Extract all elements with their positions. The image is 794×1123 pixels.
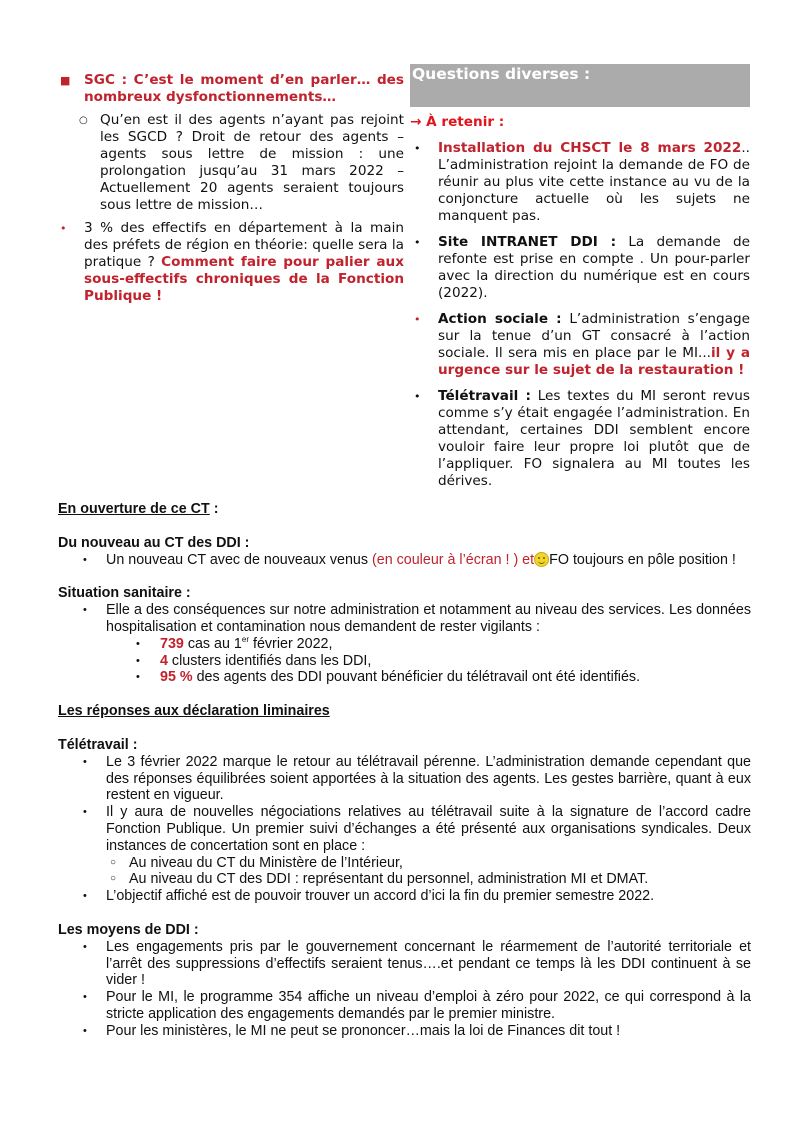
sanitaire-subitem-clusters <box>58 653 751 670</box>
action-sociale-highlight: il y a urgence sur le sujet de la restauration ! <box>438 345 750 378</box>
nouveau-red-text: (en couleur à l’écran ! ) et <box>372 551 535 568</box>
sgc-subitem-text: Qu’en est il des agents n’ayant pas rejoint les SGCD ? Droit de retour des agents – agents sous lettre de mission : une prolongation jusqu’au 31 mars 2022 – Actuellement 20 agents seraient toujours sous lettre de mission… <box>100 112 404 213</box>
cases-date: février 2022, <box>249 635 333 652</box>
bullet-icon: • <box>136 654 140 667</box>
teletravail-subitem-text: Au niveau du CT du Ministère de l’Intérieur, <box>129 854 403 871</box>
bullet-icon: • <box>414 142 421 155</box>
bullet-icon: • <box>136 671 140 684</box>
ouverture-heading <box>58 501 751 518</box>
teletravail-item <box>410 388 750 490</box>
teletravail-item-text: L’objectif affiché est de pouvoir trouver un accord d’ici la fin du premier semestre 2022. <box>106 888 655 905</box>
effectifs-item <box>58 220 404 305</box>
sanitaire-text: Elle a des conséquences sur notre administration et notamment au niveau des services. Les données hospitalisation et contamination nous demandent de rester vigilants : <box>106 602 751 635</box>
intranet-item <box>410 234 750 302</box>
teletravail-heading: Télétravail : <box>58 736 138 753</box>
ouverture-heading-colon: : <box>209 501 219 517</box>
effectifs-highlight: Comment faire pour palier aux sous-effectifs chroniques de la Fonction Publique ! <box>84 254 404 304</box>
clusters-text: clusters identifiés dans les DDI, <box>167 652 372 669</box>
bullet-icon: • <box>60 222 67 235</box>
moyens-list-item <box>58 939 751 989</box>
bullet-icon: • <box>83 1024 87 1037</box>
bullet-icon: • <box>83 940 87 953</box>
bottom-section <box>58 501 751 1040</box>
chsct-text: L’administration rejoint la demande de FO de réunir au plus vite cette instance au vu de la conjoncture actuelle où les sujets ne manquent pas. <box>438 157 750 224</box>
intranet-text: La demande de refonte est prise en compte . Un pour-parler avec la direction du numérique est en cours (2022). <box>438 234 750 301</box>
cases-count: 739 <box>160 635 184 652</box>
moyens-item-text: Les engagements pris par le gouvernement concernant le réarmement de l’autorité territoriale et l’arrêt des suppressions d’effectifs seraient tenus….et pendant ce temps là les DDI continuent à se vider ! <box>106 938 751 989</box>
nouveau-heading: Du nouveau au CT des DDI : <box>58 534 250 551</box>
sanitaire-heading: Situation sanitaire : <box>58 585 191 602</box>
bullet-icon: • <box>136 637 140 650</box>
bullet-icon: • <box>83 553 87 566</box>
bullet-icon: • <box>414 236 421 249</box>
cases-sup: er <box>241 635 250 645</box>
moyens-item-text: Pour le MI, le programme 354 affiche un niveau d’emploi à zéro pour 2022, ce qui correspond à la stricte application des engagements demandés par le premier ministre. <box>106 989 751 1022</box>
teletravail-list-item <box>58 754 751 804</box>
agents-percent: 95 % <box>160 669 193 686</box>
moyens-item-text: Pour les ministères, le MI ne peut se prononcer…mais la loi de Finances dit tout ! <box>106 1022 621 1039</box>
bullet-icon: • <box>414 313 421 326</box>
action-sociale-text: L’administration s’engage sur la tenue d’un GT consacré à l’action sociale. Il sera mis en place par le MI... <box>438 311 750 361</box>
sanitaire-subitem-agents <box>58 669 751 686</box>
cases-text: cas au 1 <box>183 635 242 652</box>
nouveau-item <box>58 552 751 569</box>
left-column <box>58 72 404 305</box>
teletravail-item-text: Il y aura de nouvelles négociations relatives au télétravail suite à la signature de l’accord cadre Fonction Publique. Un premier suivi d’échanges a été présenté aux organisations syndicales. Deux instances de concertation sont en place : <box>106 804 751 854</box>
circle-bullet-icon: ○ <box>110 873 117 885</box>
sgc-subitem <box>58 112 404 214</box>
reponses-heading: Les réponses aux déclaration liminaires <box>58 703 330 720</box>
action-sociale-item <box>410 311 750 379</box>
smiley-icon <box>534 552 549 567</box>
teletravail-label: Télétravail : <box>438 388 531 404</box>
sanitaire-subitem-cases <box>58 636 751 653</box>
clusters-count: 4 <box>160 652 168 669</box>
moyens-heading: Les moyens de DDI : <box>58 921 199 938</box>
circle-bullet-icon: ○ <box>79 115 88 126</box>
teletravail-subitem-text: Au niveau du CT des DDI : représentant du personnel, administration MI et DMAT. <box>129 871 649 888</box>
sgc-title: SGC : C’est le moment d’en parler… des nombreux dysfonctionnements… <box>84 72 404 105</box>
bullet-icon: • <box>83 890 87 903</box>
questions-diverses-header: Questions diverses : <box>410 64 750 107</box>
chsct-label-suffix: .. <box>741 140 750 156</box>
ouverture-heading-text: En ouverture de ce CT <box>58 501 210 517</box>
sanitaire-item <box>58 602 751 636</box>
retenir-label: → À retenir : <box>410 114 505 130</box>
nouveau-text-end: FO toujours en pôle position ! <box>549 551 736 568</box>
nouveau-text: Un nouveau CT avec de nouveaux venus <box>106 551 372 568</box>
effectifs-text: 3 % des effectifs en département à la main des préfets de région en théorie: quelle sera la pratique ? <box>84 220 404 270</box>
right-column <box>410 64 750 490</box>
agents-text: des agents des DDI pouvant bénéficier du télétravail ont été identifiés. <box>192 669 641 686</box>
bullet-icon: • <box>414 390 421 403</box>
teletravail-text: Les textes du MI seront revus comme s’y était engagée l’administration. En attendant, certaines DDI semblent encore vouloir faire leur propre loi plutôt que de l’appliquer. FO signalera au MI toutes les dérives. <box>438 388 750 489</box>
teletravail-item-text: Le 3 février 2022 marque le retour au télétravail pérenne. L’administration demande cependant que des réponses équilibrées soient apportées à la situation des agents. Les gestes barrière, quant à eux restent en vigueur. <box>106 753 751 804</box>
chsct-item <box>410 140 750 225</box>
intranet-label: Site INTRANET DDI : <box>438 234 617 250</box>
bullet-icon: • <box>83 991 87 1004</box>
teletravail-subitem <box>58 871 751 888</box>
teletravail-subitem <box>58 855 751 872</box>
bullet-icon: • <box>83 806 87 819</box>
bullet-icon: • <box>83 755 87 768</box>
teletravail-list-item <box>58 888 751 905</box>
circle-bullet-icon: ○ <box>110 856 117 868</box>
bullet-icon: • <box>83 604 87 617</box>
action-sociale-label: Action sociale : <box>438 311 562 327</box>
moyens-list-item <box>58 989 751 1023</box>
chsct-label: Installation du CHSCT le 8 mars 2022 <box>438 140 742 156</box>
sgc-item <box>58 72 404 106</box>
bullet-icon: ■ <box>60 74 71 87</box>
moyens-list-item <box>58 1023 751 1040</box>
teletravail-list-item <box>58 804 751 854</box>
